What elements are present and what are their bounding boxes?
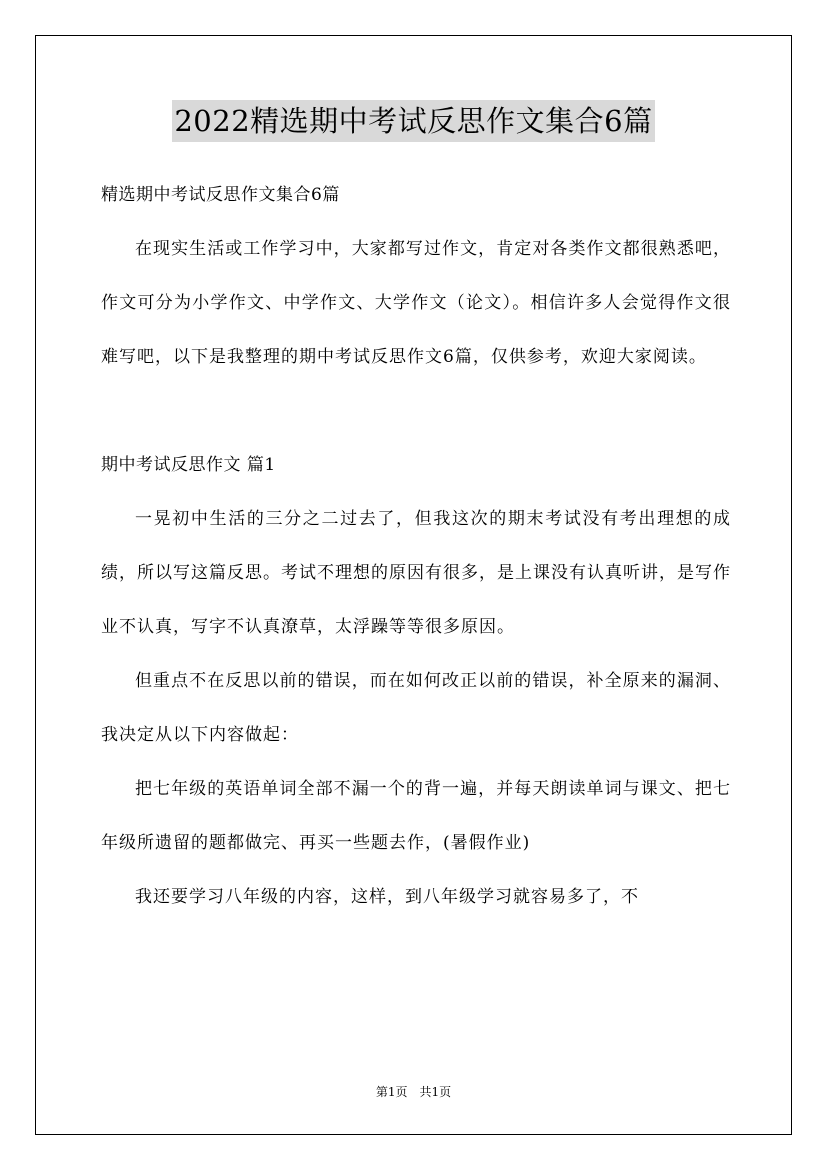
body-paragraph-3: 把七年级的英语单词全部不漏一个的背一遍，并每天朗读单词与课文、把七年级所遗留的题都做完、再买一些题去作，(暑假作业) [101, 779, 731, 853]
body-paragraph-1: 一晃初中生活的三分之二过去了，但我这次的期末考试没有考出理想的成绩，所以写这篇反思。考试不理想的原因有很多，是上课没有认真听讲，是写作业不认真，写字不认真潦草，太浮躁等等很多原因。 [101, 509, 731, 637]
section-spacer [101, 384, 731, 438]
page-footer [0, 1084, 827, 1100]
body-paragraph-2: 但重点不在反思以前的错误，而在如何改正以前的错误，补全原来的漏洞、我决定从以下内容做起： [101, 671, 731, 745]
section-heading: 期中考试反思作文 篇1 [101, 455, 276, 475]
page-number: 第1页 共1页 [375, 1085, 452, 1099]
body-paragraph-4: 我还要学习八年级的内容，这样，到八年级学习就容易多了，不 [135, 887, 639, 907]
document-subtitle: 精选期中考试反思作文集合6篇 [101, 185, 340, 205]
intro-paragraph: 在现实生活或工作学习中，大家都写过作文，肯定对各类作文都很熟悉吧，作文可分为小学作文、中学作文、大学作文（论文）。相信许多人会觉得作文很难写吧，以下是我整理的期中考试反思作文6篇，仅供参考，欢迎大家阅读。 [101, 239, 731, 367]
document-title: 2022精选期中考试反思作文集合6篇 [172, 100, 654, 142]
document-body [101, 168, 731, 924]
document-title-container [0, 100, 827, 142]
